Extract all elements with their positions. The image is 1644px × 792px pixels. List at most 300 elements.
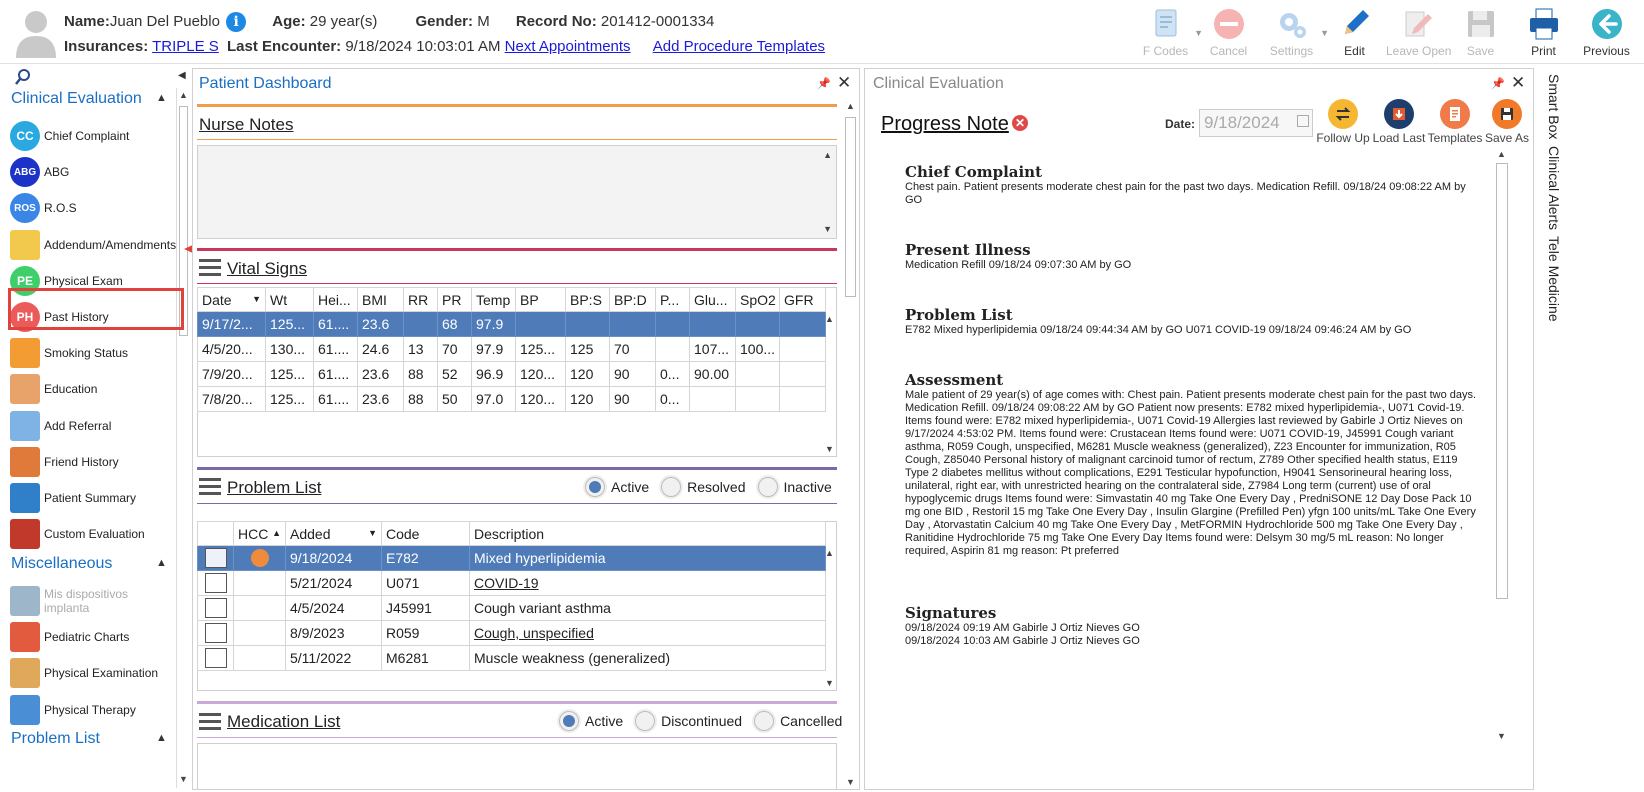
added-cell: 4/5/2024 <box>286 596 382 621</box>
table-cell <box>690 312 736 337</box>
section-divider <box>197 467 837 470</box>
column-header[interactable]: Added ▼ <box>286 522 382 546</box>
chevron-up-icon[interactable]: ▲ <box>156 557 167 569</box>
column-header[interactable]: Date ▼ <box>198 288 266 312</box>
name-label: Name: <box>64 12 110 30</box>
column-header[interactable]: BP <box>516 288 566 312</box>
sidebar-item-stethoscope[interactable] <box>10 517 174 551</box>
addendum-icon <box>10 230 40 260</box>
description-cell: Mixed hyperlipidemia <box>470 546 826 571</box>
tab-clinical-alerts[interactable]: Clinical Alerts <box>1546 146 1562 231</box>
added-cell: 5/11/2022 <box>286 646 382 671</box>
chevron-up-icon[interactable]: ▲ <box>156 732 167 744</box>
note-section-text: Chest pain. Patient presents moderate chest pain for the past two days. Medication Refill. 09/18/24 09:08:22 AM by GO <box>905 181 1466 206</box>
radio-cancelled[interactable] <box>754 711 774 731</box>
description-cell: Cough variant asthma <box>470 596 826 621</box>
header-row-encounter <box>64 38 825 55</box>
description-cell: Muscle weakness (generalized) <box>470 646 826 671</box>
table-cell: 70 <box>438 337 472 362</box>
added-cell: 5/21/2024 <box>286 571 382 596</box>
age-label: Age: <box>272 12 306 30</box>
note-section <box>905 604 1479 648</box>
sidebar-item-label: R.O.S <box>44 201 77 216</box>
table-cell <box>516 312 566 337</box>
printer-icon <box>1526 6 1562 42</box>
column-header[interactable]: BP:S <box>566 288 610 312</box>
table-cell <box>736 312 780 337</box>
note-section <box>905 306 1479 337</box>
gender-label: Gender: <box>415 12 474 30</box>
sidebar-item-label: Pediatric Charts <box>44 630 130 645</box>
nurse-notes-textarea[interactable] <box>197 145 837 239</box>
table-cell <box>736 387 780 412</box>
pencil-icon <box>1337 6 1373 42</box>
sidebar-item-friend-history[interactable] <box>10 445 174 479</box>
close-icon[interactable]: ✕ <box>1511 73 1526 92</box>
scroll-up-icon[interactable]: ▲ <box>825 314 834 324</box>
sidebar-item-label: Past History <box>44 310 109 324</box>
menu-icon[interactable] <box>199 713 221 731</box>
floppy-disk-icon <box>1463 6 1499 42</box>
sidebar-item-therapy[interactable] <box>10 693 174 727</box>
column-header[interactable]: RR <box>404 288 438 312</box>
search-icon[interactable] <box>14 68 32 86</box>
load-last-icon <box>1384 99 1414 129</box>
table-row[interactable] <box>198 596 826 621</box>
radio-inactive[interactable] <box>758 477 778 497</box>
panel-title: Clinical Evaluation <box>873 75 1004 92</box>
table-cell: 97.9 <box>472 312 516 337</box>
next-appointments-link[interactable]: Next Appointments <box>504 38 631 55</box>
table-cell <box>780 387 826 412</box>
chart-icon <box>10 622 40 652</box>
record-number: 201412-0001334 <box>600 12 715 30</box>
table-cell: 120 <box>566 362 610 387</box>
row-checkbox-cell[interactable] <box>198 571 234 596</box>
remove-note-icon[interactable]: ✕ <box>1012 115 1028 131</box>
sidebar-item-label: Friend History <box>44 454 119 469</box>
column-header[interactable]: P... <box>656 288 690 312</box>
medication-status-filter: Active Discontinued Cancelled <box>547 711 842 731</box>
table-cell <box>610 312 656 337</box>
column-header[interactable]: BMI <box>358 288 404 312</box>
sidebar-item-label: Patient Summary <box>44 491 137 505</box>
column-header[interactable]: Temp <box>472 288 516 312</box>
table-cell: 120 <box>566 387 610 412</box>
table-cell: 0... <box>656 387 690 412</box>
hcc-cell <box>234 596 286 621</box>
tab-tele-medicine[interactable]: Tele Medicine <box>1546 236 1562 322</box>
insurances-label: Insurances: <box>64 38 149 55</box>
last-encounter-label: Last Encounter: <box>226 38 342 55</box>
row-checkbox[interactable] <box>205 548 227 568</box>
implant-icon <box>10 586 40 616</box>
sidebar-item-label: Education <box>44 382 98 397</box>
row-checkbox[interactable] <box>205 623 227 643</box>
sidebar-item-label: Physical Therapy <box>44 702 136 717</box>
insurance-link[interactable]: TRIPLE S <box>152 38 219 55</box>
section-divider <box>197 104 837 107</box>
vital-signs-table <box>197 287 826 412</box>
fcodes-button[interactable]: F Codes ▼ <box>1134 4 1197 60</box>
column-header[interactable]: Code <box>382 522 470 546</box>
referral-icon <box>10 411 40 441</box>
code-cell: E782 <box>382 546 470 571</box>
column-header[interactable]: PR <box>438 288 472 312</box>
section-problem-list[interactable]: Problem List ▲ <box>11 730 167 747</box>
sidebar-item-education[interactable] <box>10 372 174 406</box>
menu-icon[interactable] <box>199 478 221 496</box>
highlight-annotation <box>8 288 184 330</box>
scroll-down-icon[interactable]: ▼ <box>846 777 855 787</box>
column-header[interactable]: BP:D <box>610 288 656 312</box>
note-section-text: 09/18/2024 09:19 AM Gabirle J Ortiz Nieves GO 09/18/2024 10:03 AM Gabirle J Ortiz Nieves GO <box>905 622 1140 647</box>
table-cell: 61.... <box>314 387 358 412</box>
table-cell: 50 <box>438 387 472 412</box>
sidebar-item-cc[interactable] <box>10 119 174 153</box>
sidebar-item-ros[interactable] <box>10 191 174 225</box>
sidebar-item-implant[interactable] <box>10 584 174 618</box>
scroll-thumb[interactable] <box>845 117 856 297</box>
row-checkbox[interactable] <box>205 573 227 593</box>
table-cell: 7/8/20... <box>198 387 266 412</box>
scroll-down-icon[interactable]: ▼ <box>823 224 832 234</box>
scroll-up-icon[interactable]: ▲ <box>846 101 855 111</box>
medication-list-grid <box>197 743 837 790</box>
previous-button[interactable]: Previous <box>1575 4 1638 60</box>
hcc-cell <box>234 621 286 646</box>
progress-note-content <box>905 163 1479 648</box>
table-cell: 88 <box>404 387 438 412</box>
table-row[interactable] <box>198 362 826 387</box>
note-section-heading: Chief Complaint <box>905 163 1043 181</box>
table-cell <box>780 337 826 362</box>
table-cell: 96.9 <box>472 362 516 387</box>
back-arrow-icon <box>1589 6 1625 42</box>
table-cell: 7/9/20... <box>198 362 266 387</box>
note-section <box>905 163 1479 207</box>
hcc-cell <box>234 546 286 571</box>
column-header[interactable]: GFR <box>780 288 826 312</box>
note-section-text: E782 Mixed hyperlipidemia 09/18/24 09:44:34 AM by GO U071 COVID-19 09/18/24 09:46:24 AM by GO <box>905 324 1412 336</box>
note-section <box>905 371 1479 558</box>
code-cell: J45991 <box>382 596 470 621</box>
scroll-down-icon[interactable]: ▼ <box>825 678 834 688</box>
gear-icon <box>1274 6 1310 42</box>
sidebar-item-label: Smoking Status <box>44 346 129 361</box>
hcc-cell <box>234 646 286 671</box>
sidebar-item-label: Custom Evaluation <box>44 527 145 542</box>
row-checkbox-cell[interactable] <box>198 546 234 571</box>
close-icon[interactable]: ✕ <box>837 73 852 92</box>
table-cell: 52 <box>438 362 472 387</box>
note-date-input[interactable] <box>1199 109 1313 137</box>
note-section-heading: Signatures <box>905 604 997 622</box>
vital-signs-title[interactable]: Vital Signs <box>227 259 308 278</box>
chevron-up-icon[interactable]: ▲ <box>156 92 167 104</box>
save-button[interactable]: Save <box>1449 4 1512 60</box>
scroll-up-icon[interactable]: ▲ <box>825 548 834 558</box>
section-clinical-evaluation[interactable]: Clinical Evaluation ▲ <box>11 90 167 107</box>
pin-icon[interactable]: 📌 <box>1491 78 1505 90</box>
column-header[interactable]: SpO2 <box>736 288 780 312</box>
section-divider <box>197 737 837 738</box>
sidebar-item-clipboard[interactable] <box>10 656 174 690</box>
section-divider <box>197 139 837 140</box>
calendar-icon[interactable] <box>1297 115 1309 127</box>
table-cell: 61.... <box>314 312 358 337</box>
pin-icon[interactable]: 📌 <box>817 78 831 90</box>
table-cell <box>780 362 826 387</box>
description-cell[interactable]: Cough, unspecified <box>470 621 826 646</box>
patient-gender: M <box>477 12 490 30</box>
sidebar-collapse-icon[interactable]: ◀ <box>178 70 186 81</box>
tab-smart-box[interactable]: Smart Box <box>1546 74 1562 140</box>
note-section <box>905 241 1479 272</box>
column-header[interactable]: Description <box>470 522 826 546</box>
dashboard-scrollbar[interactable] <box>844 99 858 789</box>
code-cell: R059 <box>382 621 470 646</box>
vital-signs-grid <box>197 287 837 457</box>
main-toolbar <box>1134 4 1638 60</box>
scroll-down-icon[interactable]: ▼ <box>1497 731 1506 741</box>
clinical-evaluation-panel <box>864 68 1534 790</box>
vitals-scrollbar[interactable] <box>822 312 836 456</box>
table-cell: 61.... <box>314 362 358 387</box>
table-cell <box>690 387 736 412</box>
select-column-header <box>198 522 234 546</box>
row-checkbox[interactable] <box>205 598 227 618</box>
progress-note-title: Progress Note <box>881 113 1009 135</box>
section-divider <box>197 248 837 251</box>
table-row[interactable] <box>198 646 826 671</box>
scroll-up-icon[interactable]: ▲ <box>179 90 188 100</box>
table-cell: 120... <box>516 362 566 387</box>
sidebar-item-label: Physical Exam <box>44 273 123 288</box>
table-cell: 100... <box>736 337 780 362</box>
table-cell: 97.9 <box>472 337 516 362</box>
table-cell: 24.6 <box>358 337 404 362</box>
table-cell: 88 <box>404 362 438 387</box>
table-cell: 23.6 <box>358 312 404 337</box>
row-checkbox[interactable] <box>205 648 227 668</box>
templates-button[interactable]: Templates <box>1427 99 1483 145</box>
therapy-icon <box>10 695 40 725</box>
problem-scrollbar[interactable] <box>822 546 836 690</box>
scroll-thumb[interactable] <box>1496 163 1508 599</box>
row-checkbox-cell[interactable] <box>198 646 234 671</box>
radio-resolved[interactable] <box>661 477 681 497</box>
info-icon[interactable]: i <box>226 12 246 32</box>
radio-discontinued[interactable] <box>635 711 655 731</box>
table-cell <box>780 312 826 337</box>
scroll-up-icon[interactable]: ▲ <box>823 150 832 160</box>
table-row[interactable] <box>198 387 826 412</box>
table-row[interactable] <box>198 546 826 571</box>
sort-dropdown-icon[interactable]: ▼ <box>252 294 261 304</box>
table-cell <box>656 337 690 362</box>
sidebar-item-referral[interactable] <box>10 409 174 443</box>
table-cell: 70 <box>610 337 656 362</box>
fcodes-dropdown-icon[interactable]: ▼ <box>1194 28 1203 38</box>
print-button[interactable]: Print <box>1512 4 1575 60</box>
templates-icon <box>1440 99 1470 129</box>
row-checkbox-cell[interactable] <box>198 596 234 621</box>
hcc-indicator-icon <box>251 549 269 567</box>
table-cell: 13 <box>404 337 438 362</box>
code-cell: M6281 <box>382 646 470 671</box>
abg-icon: ABG <box>10 157 40 187</box>
note-section-heading: Problem List <box>905 306 1013 324</box>
scroll-down-icon[interactable]: ▼ <box>179 774 188 784</box>
sidebar-item-chart[interactable] <box>10 620 174 654</box>
sidebar-item-label: Addendum/Amendments <box>44 237 177 252</box>
note-section-heading: Present Illness <box>905 241 1031 259</box>
column-header[interactable]: Glu... <box>690 288 736 312</box>
hcc-cell <box>234 571 286 596</box>
sidebar-item-abg[interactable] <box>10 155 174 189</box>
table-row[interactable] <box>198 571 826 596</box>
leave-open-icon <box>1400 6 1436 42</box>
date-label: Date: <box>1165 117 1196 131</box>
table-cell: 107... <box>690 337 736 362</box>
column-header[interactable]: Hei... <box>314 288 358 312</box>
table-cell: 90 <box>610 387 656 412</box>
patient-dashboard-panel <box>192 68 860 790</box>
table-cell: 68 <box>438 312 472 337</box>
table-cell: 125 <box>566 337 610 362</box>
table-cell: 90.00 <box>690 362 736 387</box>
section-divider <box>197 283 837 284</box>
floppy-disk-icon <box>1492 99 1522 129</box>
radio-active[interactable] <box>585 477 605 497</box>
friend-history-icon <box>10 447 40 477</box>
table-cell <box>566 312 610 337</box>
follow-up-icon <box>1328 99 1358 129</box>
patient-summary-icon <box>10 483 40 513</box>
table-cell <box>736 362 780 387</box>
last-encounter-value: 9/18/2024 10:03:01 AM <box>345 38 501 55</box>
education-icon <box>10 374 40 404</box>
sidebar-item-label: Add Referral <box>44 418 112 433</box>
table-cell: 0... <box>656 362 690 387</box>
left-sidebar <box>4 66 190 790</box>
ros-icon: ROS <box>10 193 40 223</box>
table-cell: 23.6 <box>358 387 404 412</box>
patient-age: 29 year(s) <box>309 12 378 30</box>
sidebar-item-label: Mis dispositivos implanta <box>44 587 129 615</box>
problem-list-table <box>197 521 826 671</box>
fcodes-icon <box>1148 6 1184 42</box>
table-cell: 125... <box>266 387 314 412</box>
section-divider <box>197 503 837 504</box>
sidebar-item-addendum[interactable] <box>10 228 177 262</box>
added-cell: 9/18/2024 <box>286 546 382 571</box>
menu-icon[interactable] <box>199 259 221 277</box>
stethoscope-icon <box>10 519 40 549</box>
scroll-down-icon[interactable]: ▼ <box>825 444 834 454</box>
clipboard-icon <box>10 658 40 688</box>
note-scrollbar[interactable] <box>1495 147 1509 747</box>
table-cell: 61.... <box>314 337 358 362</box>
load-last-button[interactable]: Load Last <box>1371 99 1427 145</box>
column-header[interactable]: HCC ▲ <box>234 522 286 546</box>
pe-icon: PE <box>10 266 40 296</box>
smoking-icon <box>10 338 40 368</box>
note-section-text: Medication Refill 09/18/24 09:07:30 AM by GO <box>905 259 1132 271</box>
section-miscellaneous[interactable]: Miscellaneous ▲ <box>11 555 167 572</box>
added-cell: 8/9/2023 <box>286 621 382 646</box>
patient-name: Juan Del Pueblo <box>109 12 220 30</box>
ph-icon: PH <box>10 302 40 332</box>
cancel-button[interactable]: Cancel <box>1197 4 1260 60</box>
note-section-text: Male patient of 29 year(s) of age comes with: Chest pain. Patient presents moderate chest pain for the past two days. Medication Refill. 09/18/24 09:08:22 AM by GO Patient now presents: E782 mixed hyperlipidemia-, U071 Covid-19. Items found were: E782 mixed hyperlipidemia-, U071 Covid-19 Allergies last reviewed by Gabirle J Ortiz Nieves on 9/17/2024 4:53:02 PM. Items found were: Crustacean Items found were: U071 COVID-19, J45991 Cough variant asthma, R059 Cough, unspecified, M6281 Muscle weakness (generalized), Z23 Encounter for immunization, R05 Cough, Z85040 Personal history of malignant carcinoid tumor of rectum, Z789 Other specified health status, E119 Type 2 diabetes mellitus without complications, E291 Testicular hypofunction, H9041 Sensorineural hearing loss, unilateral, right ear, with unrestricted hearing on the contralateral side, Z7984 Long term (current) use of oral hypoglycemic drugs Items found were: Simvastatin 40 mg Take One Every Day , PredniSONE 12 Day Dose Pack 10 mg one BID , Restoril 15 mg Take One Every Day , Insulin Glargine (Prefilled Pen) yfgn 100 units/mL Take One Every Day , Atorvastatin Calcium 40 mg Take One Every Day , MetFORMIN Hydrochloride 500 mg Take One Every Day , Ranitidine Hydrochloride 75 mg Take One Every Day Items found were: Delsym 30 mg/5 mL reason: No longer required, Aspirin 81 mg reason: Pt preferred <box>905 389 1477 557</box>
right-side-tabs <box>1538 70 1562 370</box>
sidebar-item-label: ABG <box>44 165 70 180</box>
panel-title: Patient Dashboard <box>199 75 332 92</box>
description-cell[interactable]: COVID-19 <box>470 571 826 596</box>
radio-active[interactable] <box>559 711 579 731</box>
note-section-heading: Assessment <box>905 371 1004 389</box>
settings-dropdown-icon[interactable]: ▼ <box>1320 28 1329 38</box>
table-cell: 23.6 <box>358 362 404 387</box>
medication-list-title[interactable]: Medication List <box>227 712 341 731</box>
table-row[interactable] <box>198 337 826 362</box>
problem-list-title[interactable]: Problem List <box>227 478 322 497</box>
problem-status-filter: Active Resolved Inactive <box>573 477 832 497</box>
nurse-notes-title[interactable]: Nurse Notes <box>199 115 294 134</box>
row-checkbox-cell[interactable] <box>198 621 234 646</box>
sort-dropdown-icon[interactable]: ▼ <box>368 528 377 538</box>
edit-button[interactable]: Edit <box>1323 4 1386 60</box>
table-cell: 125... <box>266 312 314 337</box>
problem-list-grid <box>197 521 837 691</box>
follow-up-button[interactable]: Follow Up <box>1315 99 1371 145</box>
leave-open-button[interactable]: Leave Open <box>1386 4 1449 60</box>
table-cell: 120... <box>516 387 566 412</box>
table-row[interactable] <box>198 312 826 337</box>
save-as-button[interactable]: Save As <box>1479 99 1534 145</box>
table-cell: 97.0 <box>472 387 516 412</box>
cc-icon: CC <box>10 121 40 151</box>
record-label: Record No: <box>515 12 597 30</box>
scroll-up-icon[interactable]: ▲ <box>1497 149 1506 159</box>
settings-button[interactable]: Settings ▼ <box>1260 4 1323 60</box>
patient-header <box>0 0 1644 64</box>
table-cell: 130... <box>266 337 314 362</box>
header-row-demographics <box>64 12 732 32</box>
table-cell: 125... <box>516 337 566 362</box>
code-cell: U071 <box>382 571 470 596</box>
sidebar-item-label: Chief Complaint <box>44 129 130 143</box>
cancel-icon <box>1211 6 1247 42</box>
column-header[interactable]: Wt <box>266 288 314 312</box>
table-cell: 9/17/2... <box>198 312 266 337</box>
table-cell <box>404 312 438 337</box>
table-cell <box>656 312 690 337</box>
table-cell: 125... <box>266 362 314 387</box>
table-cell: 90 <box>610 362 656 387</box>
sidebar-item-smoking[interactable] <box>10 336 174 370</box>
sidebar-scrollbar[interactable] <box>176 88 190 788</box>
add-procedure-templates-link[interactable]: Add Procedure Templates <box>652 38 826 55</box>
table-cell: 4/5/20... <box>198 337 266 362</box>
sidebar-item-label: Physical Examination <box>44 666 159 681</box>
table-row[interactable] <box>198 621 826 646</box>
sort-ascending-icon[interactable]: ▲ <box>272 528 281 538</box>
section-divider <box>197 701 837 704</box>
sidebar-item-patient-summary[interactable] <box>10 481 174 515</box>
